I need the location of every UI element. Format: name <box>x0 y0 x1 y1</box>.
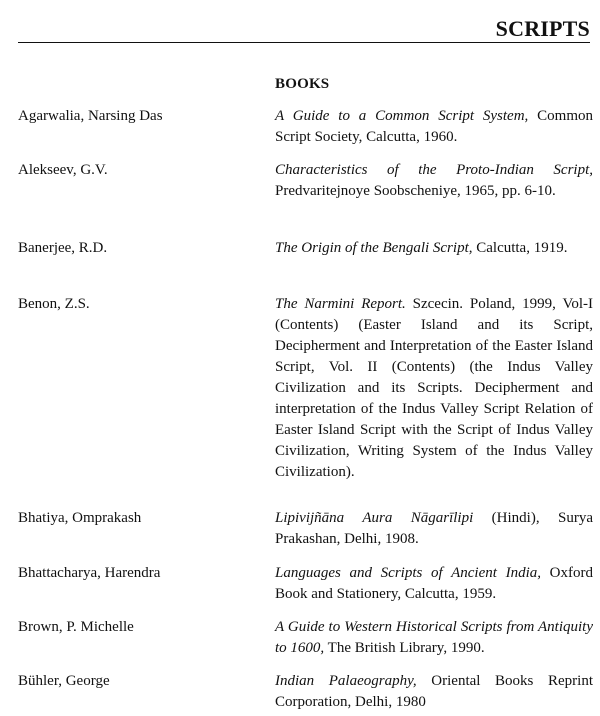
entry-details: Szcecin. Poland, 1999, Vol-I (Contents) (Easter Island and its Script, Decipherment and Interpretation of the Easter Island Script, Vol. II (Contents) (the Indus Valley Civilization and its Scripts. Decipherment and interpretation of the Indus Valley Script Relation of Easter Island Script with the Script of Indus Valley Civilization, Writing System of the Indus Valley Civilization). <box>275 296 593 480</box>
entry-details: Calcutta, 1919. <box>476 240 568 256</box>
entry-citation <box>275 160 593 202</box>
entry-author: Bhatiya, Omprakash <box>18 510 142 526</box>
entry-details: (Hindi), Surya Prakashan, Delhi, 1908. <box>275 510 593 547</box>
entry-title: A Guide to a Common Script System, <box>275 108 529 124</box>
entry-citation <box>275 617 593 659</box>
entry-details: The British Library, 1990. <box>327 640 485 656</box>
entry-citation <box>275 563 593 605</box>
page-title: SCRIPTS <box>495 16 590 41</box>
entry-title: Lipivijñāna Aura Nāgarīlipi <box>275 510 474 526</box>
entry-author: Alekseev, G.V. <box>18 162 108 178</box>
entry-title: Languages and Scripts of Ancient India, <box>275 565 541 581</box>
page-header <box>18 14 590 43</box>
entry-details: Common Script Society, Calcutta, 1960. <box>275 108 594 145</box>
entry-title: Characteristics of the Proto-Indian Script, <box>275 162 593 178</box>
entry-citation <box>275 106 593 148</box>
entry-title: The Narmini Report. <box>275 296 406 312</box>
entry-citation <box>275 508 593 550</box>
entry-details: Predvaritejnoye Soobscheniye, 1965, pp. 6-10. <box>275 183 556 199</box>
entry-title: A Guide to Western Historical Scripts from Antiquity to 1600, <box>275 619 593 656</box>
entry-author: Agarwalia, Narsing Das <box>18 108 163 124</box>
entry-author: Brown, P. Michelle <box>18 619 134 635</box>
entry-author: Bhattacharya, Harendra <box>18 565 161 581</box>
entry-author: Benon, Z.S. <box>18 296 90 312</box>
entry-title: Indian Palaeography, <box>275 673 417 689</box>
entry-title: The Origin of the Bengali Script, <box>275 240 473 256</box>
entry-details: Oriental Books Reprint Corporation, Delhi, 1980 <box>275 673 593 710</box>
entry-author: Banerjee, R.D. <box>18 240 108 256</box>
entry-author: Bühler, George <box>18 673 110 689</box>
entry-citation <box>275 294 593 483</box>
entry-citation <box>275 671 593 713</box>
section-heading: BOOKS <box>275 76 330 92</box>
entry-details: Oxford Book and Stationery, Calcutta, 1959. <box>275 565 593 602</box>
entry-citation <box>275 238 593 259</box>
